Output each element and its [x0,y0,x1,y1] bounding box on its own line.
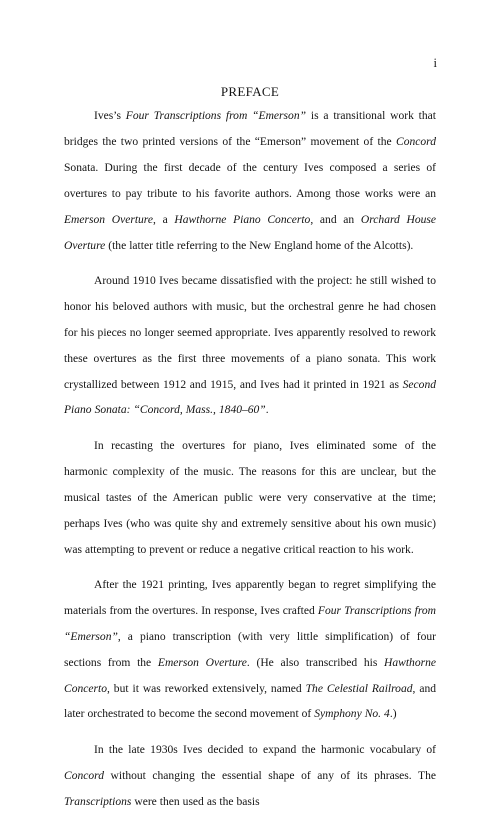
body-text [64,104,436,825]
text-run: is a transitional work that bridges the two printed versions of the “Emerson” movement of the [64,110,436,148]
italic-text-run: Emerson Overture [157,656,247,669]
italic-text-run: Four Transcriptions from “Emerson” [64,604,437,643]
text-run: In the late 1930s Ives decided to expand the harmonic vocabulary of [94,743,436,756]
text-run: were then used as the basis [131,795,260,808]
paragraph [64,738,436,816]
italic-text-run: Second Piano Sonata: “Concord, Mass., 1840–60” [64,378,436,417]
italic-text-run: Concord [396,135,436,148]
paragraph [64,269,436,424]
paragraph [64,573,436,728]
text-run: . [265,404,269,417]
text-run: Sonata. During the first decade of the century Ives composed a series of overtures to pay tribute to his favorite authors. Among those works were an [64,161,436,200]
page-number: i [433,56,437,70]
italic-text-run: The Celestial Railroad [305,682,413,695]
text-run: .) [389,708,397,721]
text-run: , but it was reworked extensively, named [106,682,306,695]
section-title: PREFACE [220,84,280,99]
text-run: , and later orchestrated to become the second movement of [64,682,437,721]
text-run: In recasting the overtures for piano, Ives eliminated some of the harmonic complexity of the music. The reasons for this are unclear, but the musical tastes of the American public were very conservative at the time; perhaps Ives (who was quite shy and extremely sensitive about his own music) was attempting to prevent or reduce a negative critical reaction to his work. [64,439,436,556]
italic-text-run: Hawthorne Piano Concerto [174,213,311,226]
italic-text-run: Transcriptions [64,795,132,808]
text-run: (the latter title referring to the New England home of the Alcotts). [105,239,414,252]
italic-text-run: Orchard House Overture [64,213,437,252]
text-run: . (He also transcribed his [246,656,385,669]
text-run: After the 1921 printing, Ives apparently began to regret simplifying the materials from the overtures. In response, Ives crafted [64,578,436,617]
italic-text-run: Hawthorne Concerto [64,656,436,695]
text-run: , and an [310,213,361,226]
italic-text-run: Concord [64,769,104,782]
text-run: without changing the essential shape of any of its phrases. The [104,769,436,782]
italic-text-run: Symphony No. 4 [314,708,390,721]
text-run: , a [153,213,175,226]
italic-text-run: Four Transcriptions from “Emerson” [125,110,307,122]
text-run: Around 1910 Ives became dissatisfied with the project: he still wished to honor his beloved authors with music, but the orchestral genre he had chosen for his pieces no longer seemed appropriate. Ives apparently resolved to rework these overtures as the first three movements of a piano sonata. This work crystallized between 1912 and 1915, and Ives had it printed in 1921 as [64,274,436,391]
italic-text-run: Emerson Overture [64,213,154,226]
text-run: Ives’s [94,110,126,122]
text-run: , a piano transcription (with very little simplification) of four sections from the [64,630,436,669]
paragraph [64,104,436,259]
paragraph [64,434,436,564]
